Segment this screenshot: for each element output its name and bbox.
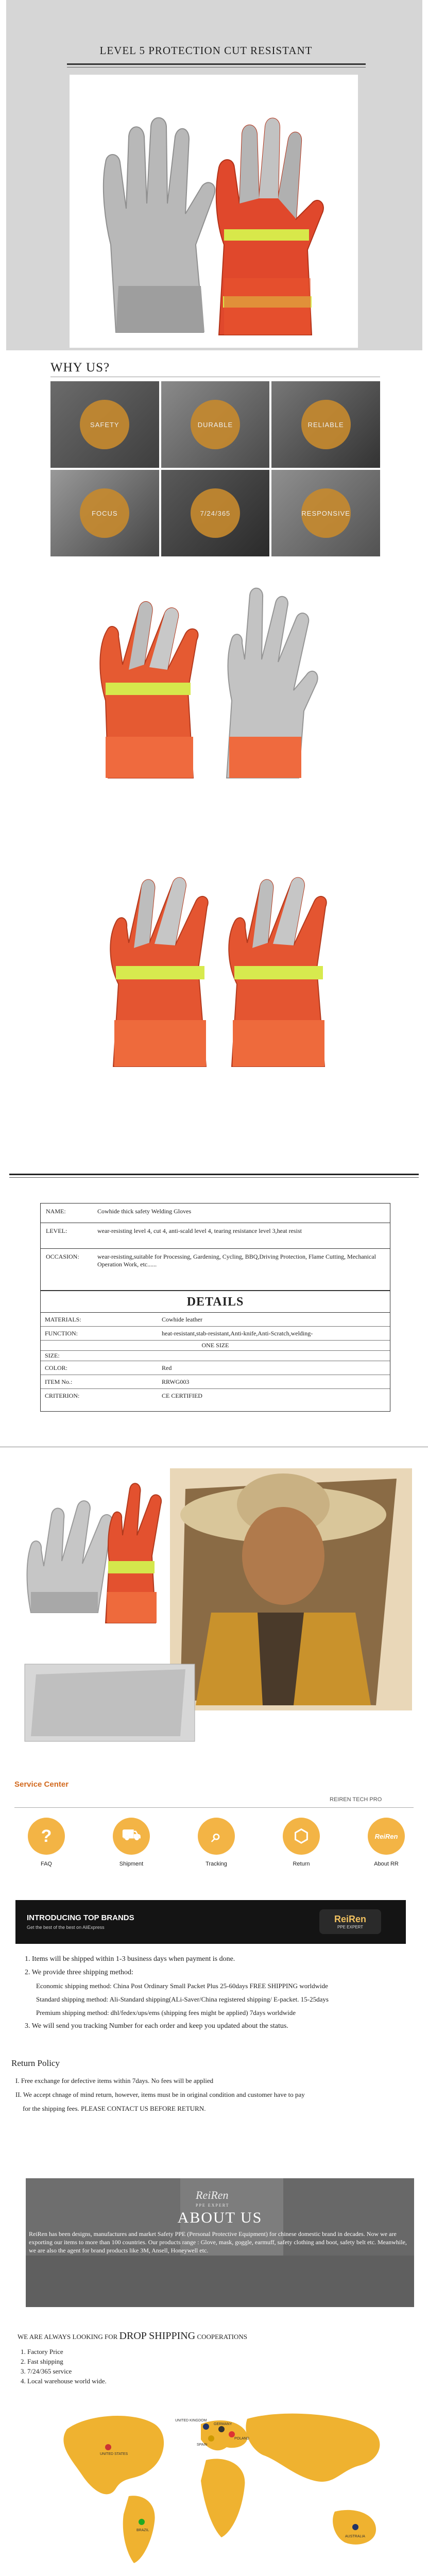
details-key: ITEM No.: — [45, 1378, 73, 1385]
why-tile-focus — [50, 470, 159, 556]
shipping-line: 2. We provide three shipping method: — [25, 1969, 133, 1976]
product-image — [77, 855, 355, 1077]
details-row — [41, 1327, 390, 1341]
tile-label: DURABLE — [191, 400, 240, 449]
drop-item: 4. Local warehouse world wide. — [21, 2377, 107, 2385]
shipping-line: Economic shipping method: China Post Ordinary Small Packet Plus 25-60days FREE SHIPPING worldwide — [36, 1982, 328, 1990]
divider — [9, 1177, 419, 1178]
details-key: CRITERION: — [45, 1392, 80, 1399]
service-tracking[interactable] — [191, 1818, 242, 1867]
map-label: GERMANY — [214, 2422, 232, 2426]
about-logo: ReiRen — [196, 2189, 229, 2201]
why-tile-durable — [161, 381, 270, 468]
divider — [9, 1174, 419, 1175]
why-tile-reliable — [271, 381, 380, 468]
why-tile-247 — [161, 470, 270, 556]
reiren-logo-icon: ReiRen — [368, 1818, 405, 1855]
service-return[interactable] — [276, 1818, 327, 1867]
tile-label: 7/24/365 — [191, 488, 240, 538]
brand-banner[interactable] — [15, 1900, 406, 1944]
shipping-info — [25, 1953, 416, 2033]
service-about[interactable] — [361, 1818, 412, 1867]
search-icon: ⌕ — [198, 1818, 235, 1855]
details-value: Red — [162, 1364, 172, 1371]
brand-title: INTRODUCING TOP BRANDS — [27, 1913, 134, 1922]
why-tile-responsive — [271, 470, 380, 556]
return-line: I. Free exchange for defective items within 7days. No fees will be applied — [15, 2077, 214, 2084]
details-row — [41, 1351, 390, 1361]
details-value: RRWG003 — [162, 1378, 190, 1385]
service-label: About RR — [374, 1861, 399, 1867]
drop-suffix: COOPERATIONS — [195, 2333, 247, 2341]
service-label: Tracking — [206, 1861, 227, 1867]
tile-label: RESPONSIVE — [301, 488, 351, 538]
divider — [67, 63, 366, 65]
product-image — [15, 1458, 417, 1747]
details-key: SIZE: — [45, 1352, 60, 1359]
drop-list — [21, 2347, 107, 2386]
question-icon: ? — [28, 1818, 65, 1855]
map-label: SPAIN — [197, 2443, 208, 2447]
details-key: FUNCTION: — [45, 1329, 78, 1337]
about-logo-sub: PPE EXPERT — [196, 2203, 230, 2208]
map-label: BRAZIL — [136, 2529, 149, 2532]
return-line: for the shipping fees. PLEASE CONTACT US BEFORE RETURN. — [23, 2105, 206, 2112]
return-policy — [15, 2074, 417, 2115]
details-value: heat-resistant,stab-resistant,Anti-knife,Anti-Scratch,welding- — [162, 1329, 313, 1337]
tile-label: FOCUS — [80, 488, 129, 538]
spec-value: Cowhide thick safety Welding Gloves — [97, 1208, 192, 1215]
service-label: FAQ — [40, 1861, 52, 1867]
drop-prefix: WE ARE ALWAYS LOOKING FOR — [18, 2333, 119, 2341]
map-label: UNITED STATES — [100, 2452, 128, 2456]
brand-logo — [319, 1909, 381, 1934]
details-row — [41, 1313, 390, 1327]
shipping-line: 1. Items will be shipped within 1-3 business days when payment is done. — [25, 1955, 235, 1963]
glove-right — [216, 118, 323, 335]
drop-item: 1. Factory Price — [21, 2348, 63, 2355]
product-image — [70, 75, 358, 348]
drop-item: 2. Fast shipping — [21, 2358, 63, 2365]
brand-logo-text: ReiRen — [334, 1914, 366, 1924]
service-title: Service Center — [14, 1780, 69, 1789]
return-line: II. We accept chnage of mind return, however, items must be in original condition and customer have to pay — [15, 2091, 305, 2098]
about-section — [26, 2178, 414, 2307]
tile-label: RELIABLE — [301, 400, 351, 449]
map-label: UNITED KINGDOM — [175, 2419, 207, 2422]
why-title: WHY US? — [50, 361, 110, 375]
map-label: AUSTRALIA — [345, 2535, 365, 2538]
divider — [14, 1807, 414, 1808]
details-title: DETAILS — [41, 1291, 390, 1313]
box-icon: ⬡ — [283, 1818, 320, 1855]
world-map — [46, 2398, 407, 2573]
return-policy-title: Return Policy — [11, 2058, 60, 2068]
why-grid — [50, 381, 380, 556]
service-subtitle: REIREN TECH PRO — [330, 1797, 382, 1803]
spec-row — [41, 1223, 390, 1249]
about-title: ABOUT US — [177, 2209, 263, 2226]
spec-value: wear-resisting level 4, cut 4, anti-scald level 4, tearing resistance level 3,heat resist — [97, 1227, 302, 1234]
details-key: COLOR: — [45, 1364, 68, 1371]
details-key: MATERIALS: — [45, 1315, 81, 1323]
details-value: Cowhide leather — [162, 1315, 202, 1323]
service-shipment[interactable] — [106, 1818, 157, 1867]
hero-title: LEVEL 5 PROTECTION CUT RESISTANT — [99, 44, 313, 57]
spec-row — [41, 1249, 390, 1290]
spec-row — [41, 1204, 390, 1223]
details-row — [41, 1361, 390, 1375]
shipping-line: Premium shipping method: dhl/fedex/ups/ems (shipping fees might be applied) 7days worldwide — [36, 2009, 296, 2016]
drop-item: 3. 7/24/365 service — [21, 2367, 72, 2375]
spec-value: wear-resisting,suitable for Processing, Gardening, Cycling, BBQ,Driving Protection, Flame Cutting, Mechanical Operation Work, etc...... — [97, 1253, 376, 1268]
spec-key: LEVEL: — [46, 1227, 67, 1234]
truck-icon: ⛟ — [113, 1818, 150, 1855]
service-label: Return — [293, 1861, 310, 1867]
details-value: ONE SIZE — [201, 1342, 229, 1349]
details-table — [40, 1291, 390, 1412]
tile-label: SAFETY — [80, 400, 129, 449]
service-faq[interactable] — [21, 1818, 72, 1867]
drop-big: DROP SHIPPING — [119, 2330, 196, 2342]
details-row — [41, 1389, 390, 1403]
brand-subtitle: Get the best of the best on AliExpress — [27, 1925, 105, 1930]
shipping-line: Standard shipping method: Ali-Standard shipping(ALi-Saver/China registered shipping/ E-packet. 15-25days — [36, 1995, 329, 2003]
details-value: CE CERTIFIED — [162, 1392, 202, 1399]
spec-key: NAME: — [46, 1208, 66, 1215]
brand-logo-sub: PPE EXPERT — [337, 1925, 364, 1929]
shipping-line: 3. We will send you tracking Number for each order and keep you updated about the status. — [25, 2022, 288, 2030]
spec-key: OCCASION: — [46, 1253, 79, 1260]
product-image — [77, 572, 345, 788]
service-label: Shipment — [119, 1861, 144, 1867]
drop-shipping-title — [18, 2330, 247, 2342]
about-text: ReiRen has been designs, manufactures and market Safety PPE (Personal Protective Equipment) for chinese domestic brand in decades. Now we are exporting our items to more than 100 countries. Our products range : Glove, mask, goggle, earmuff, safety clothing and boot, safety belt etc. Meanwhile, we are also the agent for brand products like 3M, Ansell, Honeywell etc. — [29, 2230, 407, 2254]
spec-table — [40, 1203, 390, 1291]
why-tile-safety — [50, 381, 159, 468]
details-row — [41, 1341, 390, 1351]
map-label: POLAND — [234, 2437, 249, 2441]
glove-left — [104, 118, 215, 333]
details-row — [41, 1375, 390, 1389]
service-items — [21, 1818, 412, 1867]
